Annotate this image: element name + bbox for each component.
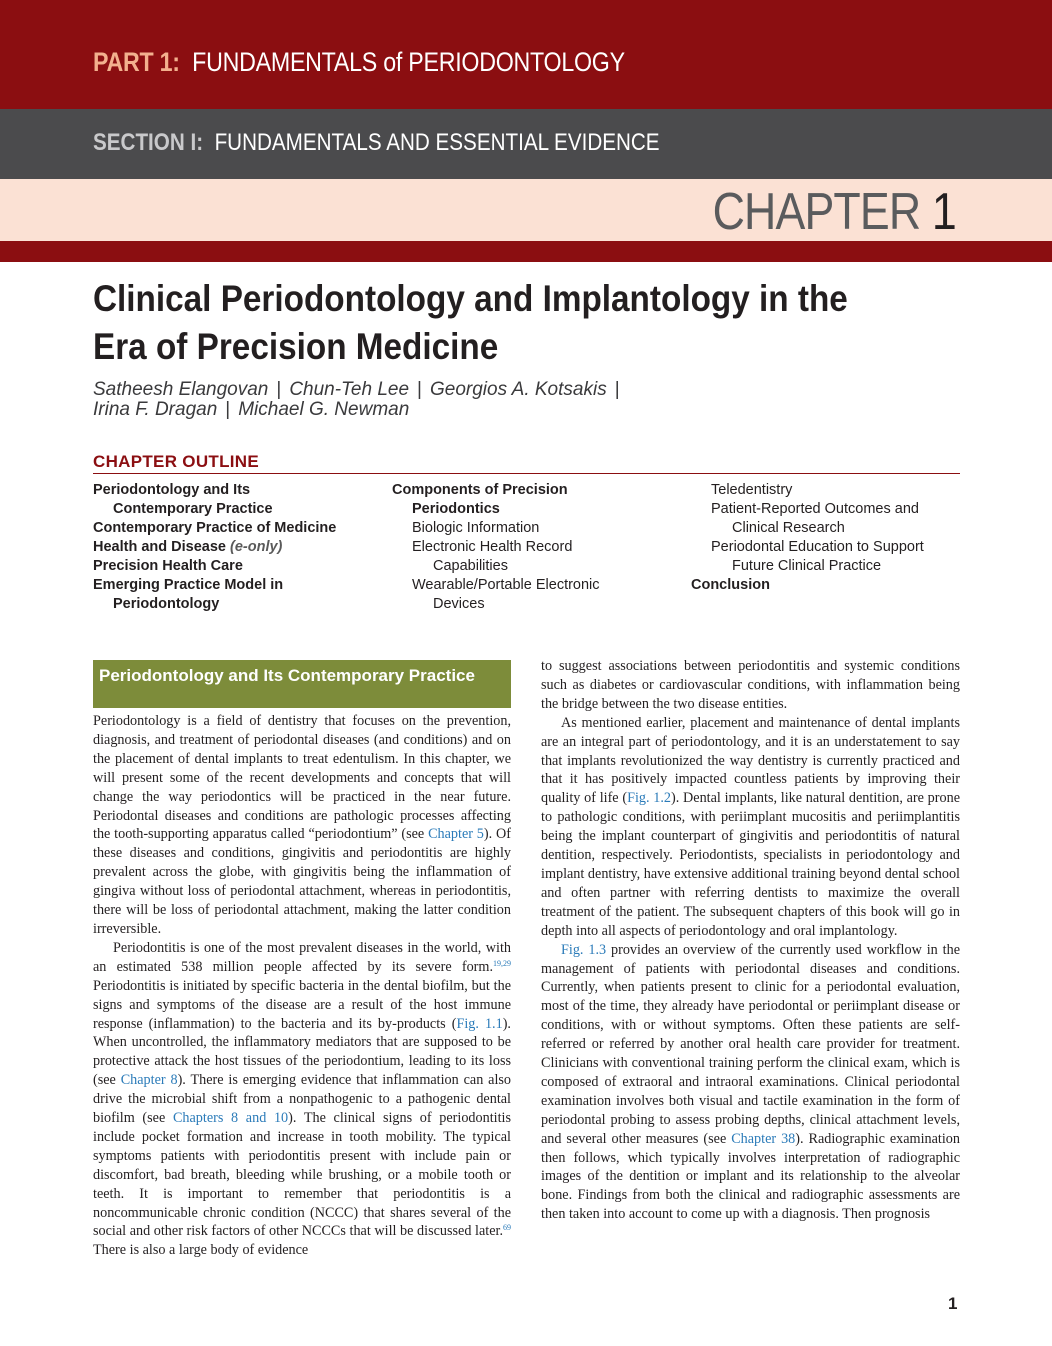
outline-column-1 <box>93 481 383 614</box>
body-text: As mentioned earlier, placement and maintenance of dental implants are an integral part of periodontology, and it is an understatement to say that implants revolutionized the way dentistry is currently practiced and that it has positively impacted countless patients by improving their quality of life ( <box>541 714 960 807</box>
part-banner <box>0 0 1052 109</box>
outline-item: Health and Disease (e-only) <box>93 539 283 555</box>
outline-column-3 <box>691 481 981 595</box>
outline-item: Patient-Reported Outcomes and <box>711 501 919 517</box>
outline-item: Clinical Research <box>732 520 845 536</box>
cross-reference-link[interactable]: Chapters 8 and 10 <box>172 1110 289 1127</box>
outline-item: Periodontology <box>113 596 220 612</box>
body-text: to suggest associations between periodontitis and systemic conditions such as diabetes or cardiovascular conditions, with inflammation being the bridge between the two disease entities. <box>541 658 960 712</box>
chapter-word: CHAPTER <box>712 183 921 241</box>
author: Georgios A. Kotsakis <box>429 379 607 400</box>
section-banner <box>0 109 1052 179</box>
outline-item: Devices <box>433 596 485 612</box>
section-label: SECTION I: <box>93 129 204 156</box>
part-heading <box>93 47 625 78</box>
chapter-label <box>713 184 956 240</box>
body-text: ). There is emerging evidence that inflammation can also drive the microbial shift from a nonpathogenic to a pathogenic dental biofilm (see <box>93 1072 511 1127</box>
body-text: ). When uncontrolled, the inflammatory mediators that are supposed to be protective attack the host tissues of the periodontium, leading to its loss (see <box>93 1015 511 1089</box>
page-number: 1 <box>948 1294 958 1313</box>
outline-item: Teledentistry <box>711 482 793 498</box>
outline-item: Future Clinical Practice <box>732 558 882 574</box>
body-paragraph <box>541 714 960 941</box>
outline-divider <box>93 473 960 474</box>
body-text: ). Radiographic examination then follows, which typically involves interpretation of radiographic images of the dentition or implant and its relationship to the alveolar bone. Findings from both the clinical and radiographic assessments are then taken into account to come up with a diagnosis. Then prognosis <box>541 1130 960 1223</box>
author-list: Satheesh Elangovan | Chun-Teh Lee | Georgios A. Kotsakis | Irina F. Dragan | Michael G. Newman <box>93 379 620 420</box>
outline-item: Components of Precision <box>392 482 568 498</box>
author: Michael G. Newman <box>238 399 410 420</box>
citation-superscript[interactable]: 19,29 <box>493 958 511 968</box>
outline-item: Capabilities <box>433 558 508 574</box>
outline-item: Wearable/Portable Electronic <box>412 577 600 593</box>
outline-item: Contemporary Practice of Medicine <box>93 520 337 536</box>
body-text: Periodontitis is one of the most prevalent diseases in the world, with an estimated 538 million people affected by its severe form. <box>93 939 511 975</box>
section-title: FUNDAMENTALS AND ESSENTIAL EVIDENCE <box>214 129 660 156</box>
chapter-outline-heading: CHAPTER OUTLINE <box>93 452 259 471</box>
section-heading-box: Periodontology and Its Contemporary Practice <box>93 660 511 708</box>
part-title: FUNDAMENTALS of PERIODONTOLOGY <box>192 47 625 77</box>
body-text: ). Dental implants, like natural dentition, are prone to pathologic conditions, with periimplant mucositis and periimplantitis being the implant counterpart of gingivitis and periodontitis of natural dentition, respectively. Periodontists, specialists in periodontology and implant dentistry, have extensive additional training beyond dental school and often partner with referring dentists to maximize the overall treatment of the patient. The subsequent chapters of this book will go in depth into all aspects of periodontology and oral implantology. <box>541 790 960 939</box>
chapter-rule <box>0 241 1052 262</box>
body-text: provides an overview of the currently used workflow in the management of patients with periodontal diseases and conditions. Currently, when patients present to clinic for a periodontal evaluation, most of the time, they already have periodontal or periimplant disease or conditions, with or without symptoms. Often these patients are self-referred or referred by another oral health care provider for treatment. Clinicians with conventional training perform the clinical exam, which is composed of extraoral and intraoral examinations. Clinical periodontal examination involves both visual and tactile examination in the form of periodontal probing to assess probing depths, clinical attachment levels, and several other measures (see <box>541 941 960 1147</box>
citation-superscript[interactable]: 69 <box>503 1223 511 1233</box>
body-text: There is also a large body of evidence <box>93 1242 309 1259</box>
cross-reference-link[interactable]: Fig. 1.1 <box>456 1015 503 1032</box>
body-text: Periodontology is a field of dentistry that focuses on the prevention, diagnosis, and treatment of periodontal diseases (and conditions) and on the placement of dental implants to treat edentulism. In this chapter, we will present some of the recent developments and concepts that will change the way periodontics will be practiced in the near future. Periodontal diseases and conditions are pathologic processes affecting the tooth-supporting apparatus called “periodontium” (see <box>93 713 511 843</box>
outline-item: Conclusion <box>691 577 770 593</box>
chapter-number: 1 <box>931 183 956 241</box>
cross-reference-link[interactable]: Fig. 1.3 <box>561 941 607 958</box>
outline-item: Periodontal Education to Support <box>711 539 924 555</box>
outline-item: Contemporary Practice <box>113 501 273 517</box>
section-heading <box>93 129 660 157</box>
body-paragraph <box>93 712 511 939</box>
outline-item: Periodontics <box>412 501 500 517</box>
body-column-left <box>93 712 511 1260</box>
body-paragraph <box>541 941 960 1225</box>
cross-reference-link[interactable]: Chapter 5 <box>428 826 484 843</box>
cross-reference-link[interactable]: Chapter 38 <box>731 1130 796 1147</box>
body-paragraph <box>541 657 960 714</box>
outline-item: Biologic Information <box>412 520 540 536</box>
outline-item: Periodontology and Its <box>93 482 251 498</box>
body-text: ). The clinical signs of periodontitis include pocket formation and increase in tooth mobility. The typical symptoms patients with periodontitis present with include pain or discomfort, bad breath, bleeding while brushing, or a mobile tooth or teeth. It is important to remember that periodontitis is a noncommunicable chronic condition (NCCC) that shares several of the social and other risk factors of other NCCCs that will be discussed later. <box>93 1110 511 1240</box>
cross-reference-link[interactable]: Fig. 1.2 <box>627 790 672 807</box>
outline-item-note: (e-only) <box>230 539 283 555</box>
part-label: PART 1: <box>93 47 180 77</box>
outline-column-2 <box>392 481 682 614</box>
outline-item: Electronic Health Record <box>412 539 573 555</box>
cross-reference-link[interactable]: Chapter 8 <box>120 1072 178 1089</box>
author: Chun-Teh Lee <box>289 379 410 400</box>
body-paragraph <box>93 939 511 1260</box>
author: Satheesh Elangovan <box>93 379 269 400</box>
body-column-right <box>541 657 960 1224</box>
chapter-title: Clinical Periodontology and Implantology in the Era of Precision Medicine <box>93 278 848 367</box>
outline-item: Emerging Practice Model in <box>93 577 284 593</box>
body-text: Periodontitis is initiated by specific bacteria in the dental biofilm, but the signs and symptoms of the disease are a result of the host immune response (inflammation) to the bacteria and its by-products ( <box>93 977 511 1032</box>
body-text: ). Of these diseases and conditions, gingivitis and periodontitis are highly prevalent across the globe, with gingivitis being the inflammation of gingiva without loss of periodontal attachment, whereas in periodontitis, there will be loss of periodontal attachment, making the latter condition irreversible. <box>93 826 511 937</box>
outline-item: Precision Health Care <box>93 558 243 574</box>
author: Irina F. Dragan <box>93 399 218 420</box>
